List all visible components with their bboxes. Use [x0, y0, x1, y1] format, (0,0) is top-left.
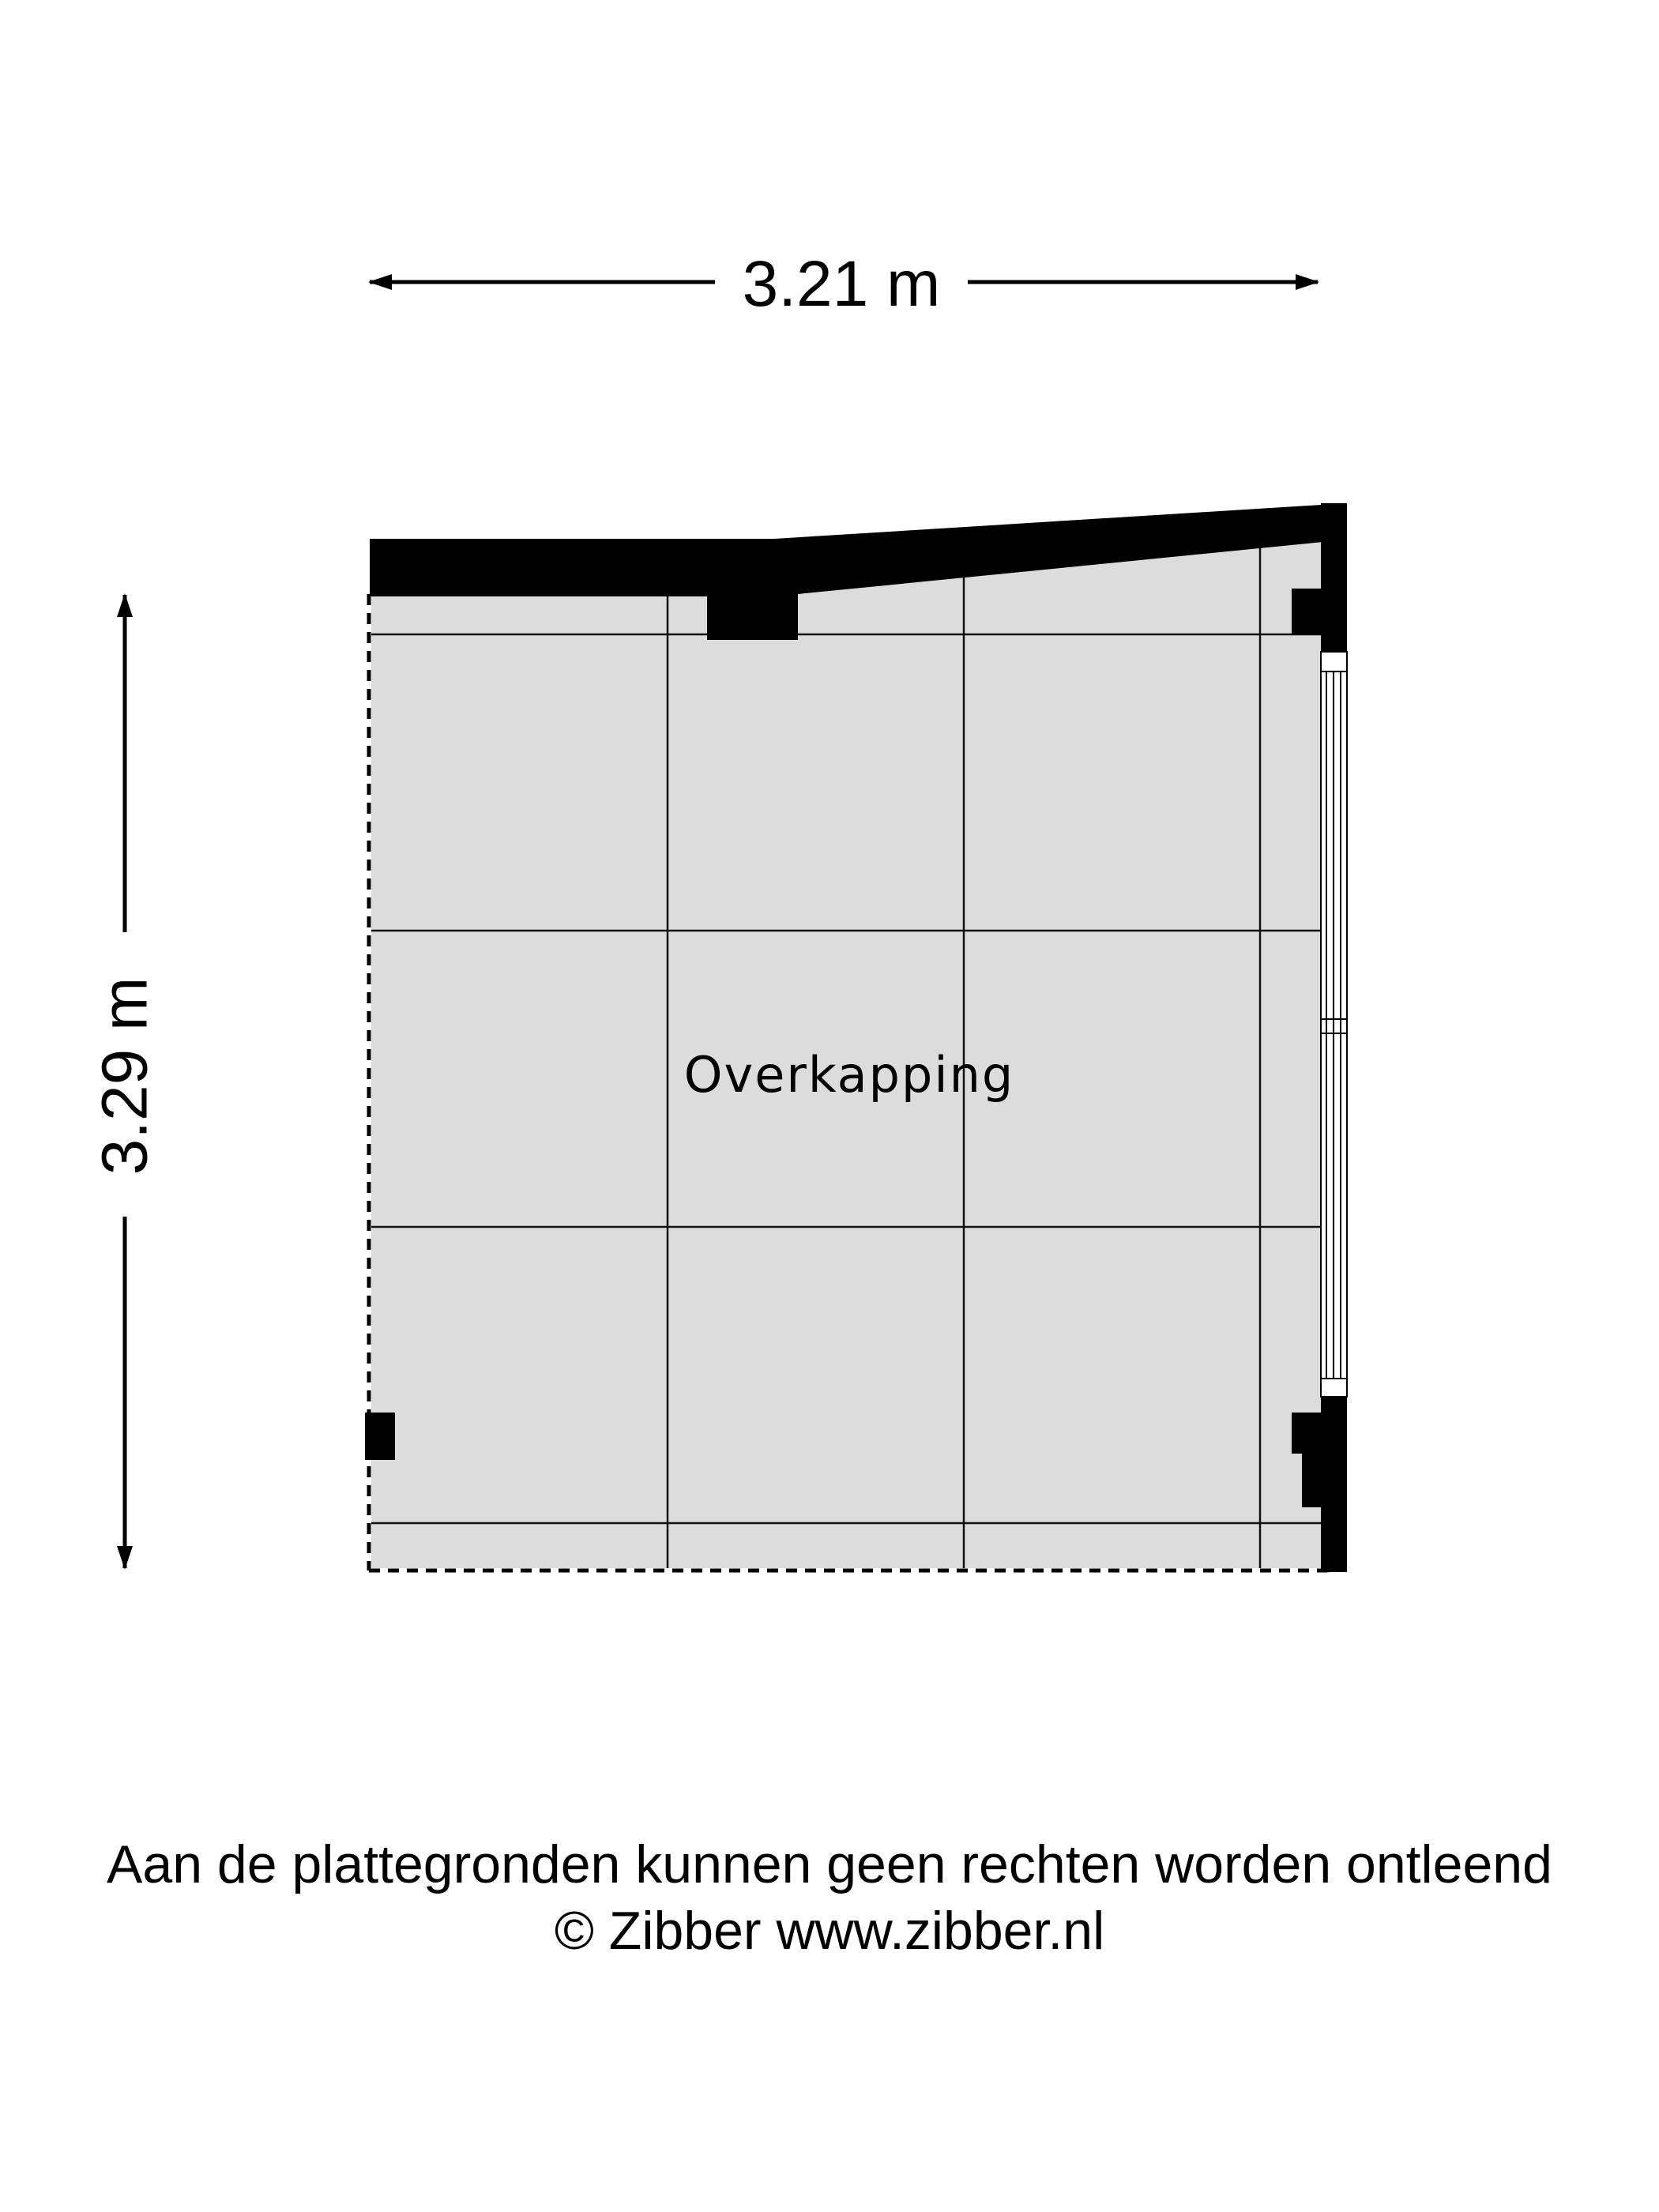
- height-dimension: [89, 595, 161, 1568]
- column-bottom-right-step: [1302, 1452, 1323, 1507]
- column-bottom-right: [1292, 1413, 1323, 1454]
- column-top-right: [1292, 589, 1323, 634]
- right-wall-bottom: [1321, 1397, 1347, 1572]
- sliding-door: [1321, 652, 1347, 1397]
- width-dimension-label: 3.21 m: [742, 248, 941, 320]
- column-bottom-left: [365, 1413, 395, 1460]
- right-wall-top: [1321, 503, 1347, 652]
- room-label: Overkapping: [683, 1046, 1015, 1104]
- footer: [0, 1831, 1659, 1964]
- width-dimension: [370, 248, 1318, 320]
- copyright-text: © Zibber www.zibber.nl: [554, 1901, 1105, 1961]
- disclaimer-text: Aan de plattegronden kunnen geen rechten worden ontleend: [107, 1834, 1552, 1894]
- height-dimension-label: 3.29 m: [88, 976, 161, 1176]
- column-top-center: [707, 570, 798, 640]
